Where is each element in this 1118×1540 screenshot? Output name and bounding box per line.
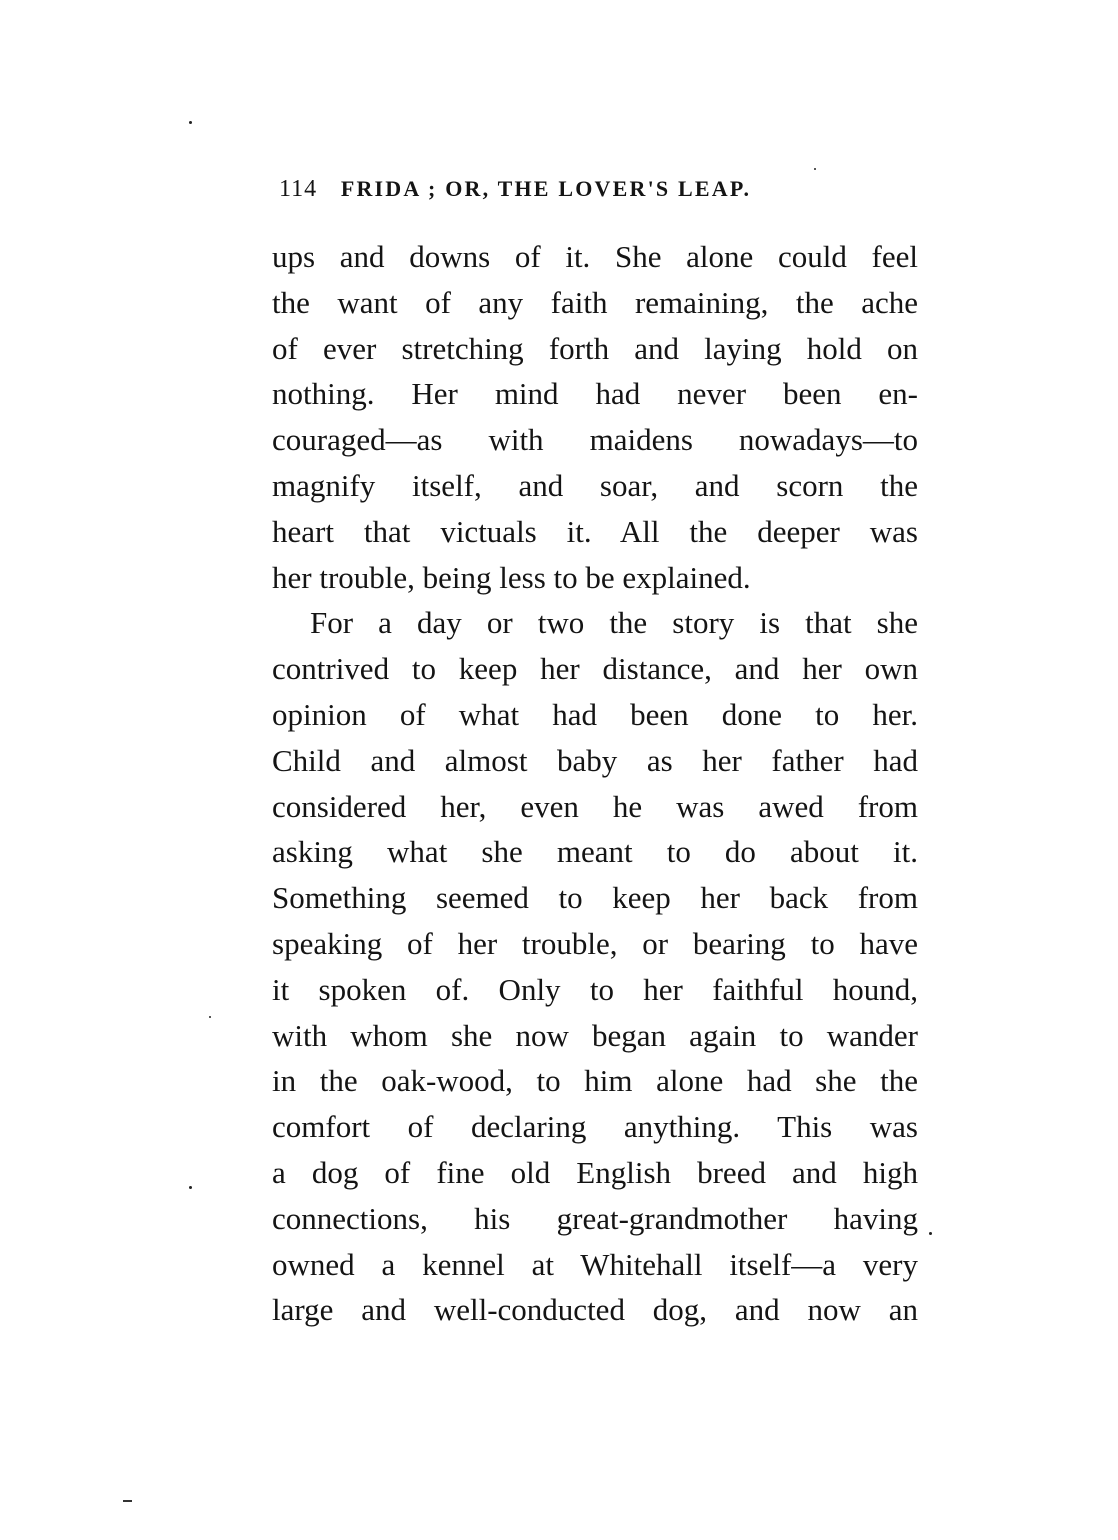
page-number: 114	[279, 176, 318, 202]
running-head	[279, 176, 839, 203]
text-line: in the oak-wood, to him alone had she the	[272, 1063, 918, 1099]
text-line: nothing. Her mind had never been en-	[272, 376, 918, 412]
text-line: with whom she now began again to wander	[272, 1017, 918, 1053]
text-line: large and well-conducted dog, and now an	[272, 1292, 918, 1328]
text-line: couraged—as with maidens nowadays—to	[272, 422, 918, 458]
text-line: Something seemed to keep her back from	[272, 880, 918, 916]
text-line: her trouble, being less to be explained.	[272, 559, 751, 595]
text-line: of ever stretching forth and laying hold on	[272, 330, 918, 366]
scan-speck	[189, 1186, 192, 1189]
text-line: the want of any faith remaining, the ache	[272, 284, 918, 320]
text-line: a dog of fine old English breed and high	[272, 1154, 918, 1190]
text-line: Child and almost baby as her father had	[272, 742, 918, 778]
text-line: connections, his great-grandmother having	[272, 1200, 918, 1236]
text-line: opinion of what had been done to her.	[272, 696, 918, 732]
text-line: asking what she meant to do about it.	[272, 834, 918, 870]
scan-speck	[814, 168, 816, 170]
text-line: heart that victuals it. All the deeper was	[272, 513, 918, 549]
text-line: For a day or two the story is that she	[310, 605, 918, 641]
scan-mark	[123, 1500, 132, 1502]
text-line: ups and downs of it. She alone could feel	[272, 239, 918, 274]
scan-speck	[209, 1016, 211, 1018]
body-text	[272, 234, 918, 1333]
scan-speck	[929, 1232, 932, 1235]
scan-speck	[189, 121, 192, 124]
text-line: comfort of declaring anything. This was	[272, 1109, 918, 1145]
text-line: speaking of her trouble, or bearing to have	[272, 925, 918, 961]
running-title: FRIDA ; OR, THE LOVER'S LEAP.	[340, 176, 752, 201]
text-line: owned a kennel at Whitehall itself—a very	[272, 1246, 918, 1282]
text-line: contrived to keep her distance, and her own	[272, 651, 918, 687]
text-line: magnify itself, and soar, and scorn the	[272, 467, 918, 503]
text-line: it spoken of. Only to her faithful hound,	[272, 971, 918, 1007]
text-line: considered her, even he was awed from	[272, 788, 918, 824]
